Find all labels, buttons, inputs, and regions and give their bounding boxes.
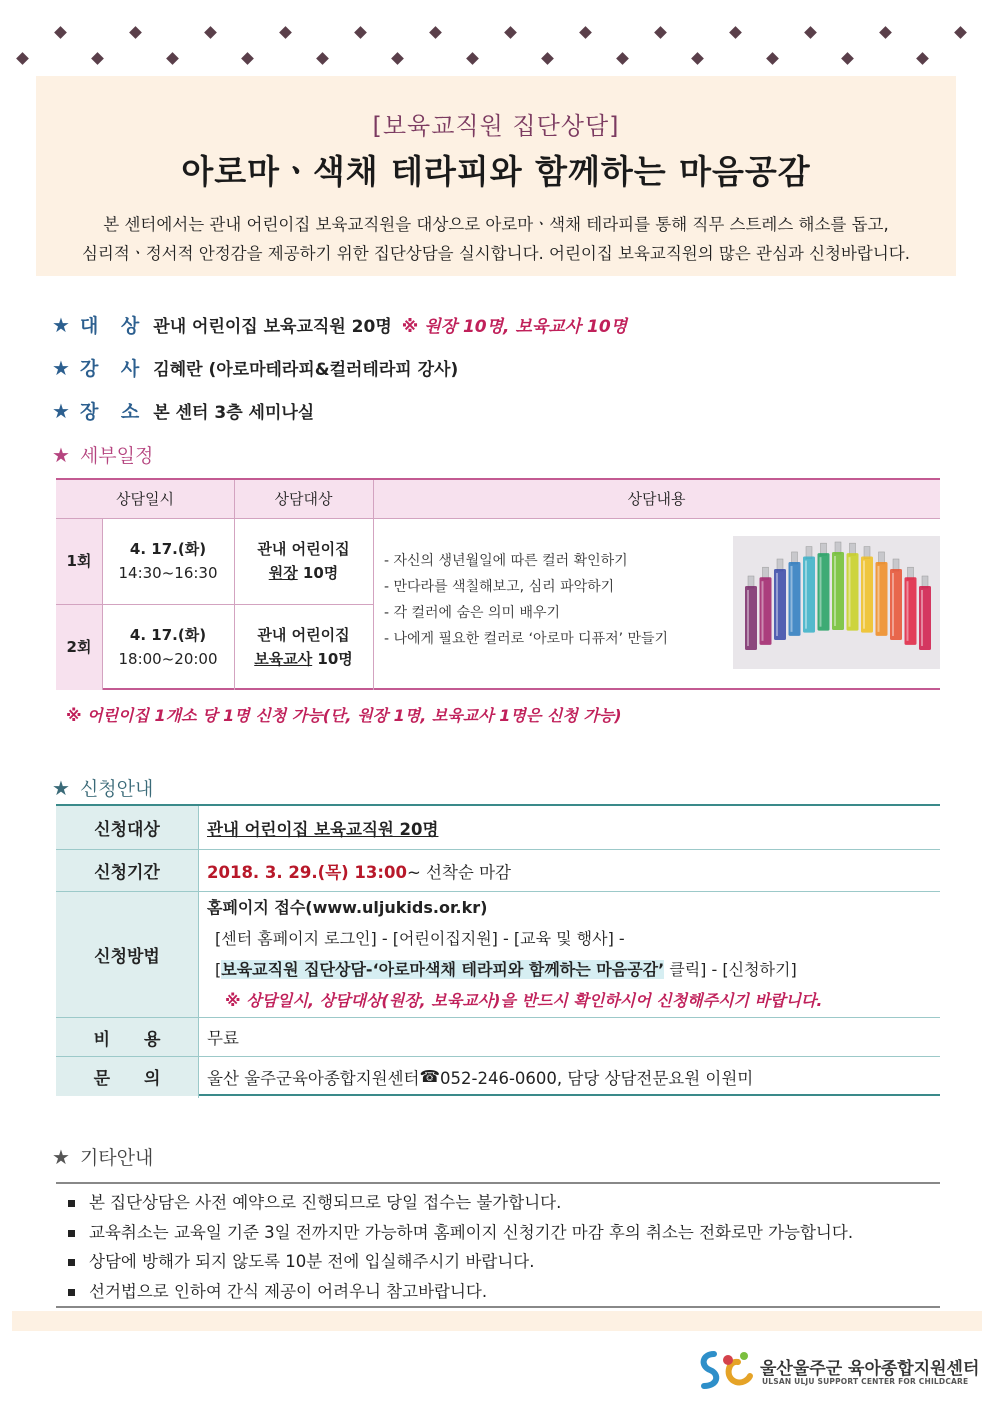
- diamond-dot-icon: [166, 52, 179, 65]
- square-bullet-icon: [68, 1230, 75, 1237]
- diamond-dot-icon: [91, 52, 104, 65]
- diamond-dot-icon: [954, 26, 967, 39]
- list-item: [68, 1218, 940, 1248]
- diamond-dot-icon: [316, 52, 329, 65]
- divider: [56, 518, 940, 519]
- aroma-bottles-image: [733, 536, 940, 669]
- star-icon: ★: [52, 442, 70, 467]
- header-content: 상담내용: [627, 490, 686, 508]
- contact-label: 문 의: [56, 1057, 198, 1096]
- diamond-dot-icon: [354, 26, 367, 39]
- diamond-dot-icon: [579, 26, 592, 39]
- star-icon: ★: [52, 1144, 70, 1169]
- diamond-dot-icon: [729, 26, 742, 39]
- cost-label: 비 용: [56, 1018, 198, 1056]
- diamond-dot-icon: [54, 26, 67, 39]
- method-highlight: 보육교직원 집단상담-‘아로마색채 테라피와 함께하는 마음공감’: [221, 960, 665, 979]
- apply-target-text: 관내 어린이집 보육교직원 20명: [207, 819, 439, 839]
- apply-method-value: [207, 892, 822, 1016]
- divider: [198, 806, 199, 1098]
- header-target: 상담대상: [274, 490, 333, 508]
- etc-title: 기타안내: [79, 1147, 154, 1169]
- schedule-content-list: [384, 548, 668, 652]
- target-value: 관내 어린이집 보육교직원 20명: [153, 317, 392, 337]
- star-icon: ★: [52, 312, 70, 337]
- etc-item-text: 본 집단상담은 사전 예약으로 진행되므로 당일 접수는 불가합니다.: [89, 1193, 562, 1212]
- info-instructor: [52, 354, 458, 381]
- cost-value: 무료: [207, 1029, 239, 1048]
- bottles-illustration: [733, 536, 940, 669]
- info-place: [52, 397, 314, 424]
- diamond-dot-icon: [541, 52, 554, 65]
- round-2-datetime: [102, 604, 234, 690]
- method-rest: 클릭] - [신청하기]: [664, 960, 797, 979]
- apply-period-rest: ~ 선착순 마감: [406, 862, 511, 882]
- round-1-target: [234, 518, 373, 604]
- diamond-dot-icon: [279, 26, 292, 39]
- target-note: ※ 원장 10명, 보육교사 10명: [401, 317, 628, 337]
- divider: [373, 480, 374, 690]
- info-target: [52, 311, 627, 338]
- list-item: [68, 1277, 940, 1307]
- intro-text: [36, 210, 956, 268]
- place-label: 장 소: [79, 401, 148, 423]
- etc-item-text: 교육취소는 교육일 기준 3일 전까지만 가능하며 홈페이지 신청기간 마감 후의 취소는 전화로만 가능합니다.: [89, 1222, 854, 1242]
- diamond-dot-icon: [616, 52, 629, 65]
- header-datetime: 상담일시: [116, 490, 174, 508]
- etc-list: [56, 1184, 940, 1306]
- diamond-dot-icon: [16, 52, 29, 65]
- square-bullet-icon: [68, 1200, 75, 1207]
- star-icon: ★: [52, 775, 70, 800]
- diamond-dot-icon: [466, 52, 479, 65]
- org-logo-icon: [694, 1348, 756, 1393]
- diamond-dot-icon: [654, 26, 667, 39]
- decorative-dot-border: [0, 22, 992, 68]
- list-item: [68, 1188, 940, 1218]
- round-1-datetime: [102, 518, 234, 604]
- contact-value: [199, 1057, 753, 1096]
- place-value: 본 센터 3층 세미나실: [153, 403, 315, 423]
- round-1-role: 원장: [268, 564, 298, 582]
- diamond-dot-icon: [766, 52, 779, 65]
- diamond-dot-icon: [429, 26, 442, 39]
- apply-title: 신청안내: [79, 778, 154, 800]
- list-item: [68, 1247, 940, 1277]
- round-1-time: 14:30~16:30: [118, 564, 218, 582]
- method-bracket: [: [215, 960, 222, 979]
- round-2-time: 18:00~20:00: [118, 650, 218, 668]
- etc-section-title: [52, 1143, 153, 1170]
- apply-table: [56, 804, 940, 1096]
- method-note: ※ 상담일시, 상담대상(원장, 보육교사)을 반드시 확인하시어 신청해주시기 바랍니다.: [225, 991, 823, 1010]
- apply-period-date: 2018. 3. 29.(목) 13:00: [207, 862, 407, 882]
- round-2: 2회: [56, 604, 102, 690]
- header-banner: [36, 76, 956, 276]
- content-item: - 각 컬러에 숨은 의미 배우기: [384, 605, 561, 621]
- diamond-dot-icon: [129, 26, 142, 39]
- target-label: 대 상: [79, 315, 148, 337]
- schedule-title: 세부일정: [79, 445, 154, 467]
- square-bullet-icon: [68, 1289, 75, 1296]
- org-name-kr: 울산울주군 육아종합지원센터: [760, 1359, 980, 1379]
- instructor-value: 김혜란 (아로마테라피&컬러테라피 강사): [153, 360, 459, 380]
- etc-item-text: 상담에 방해가 되지 않도록 10분 전에 입실해주시기 바랍니다.: [89, 1252, 535, 1271]
- round-1: 1회: [56, 518, 102, 604]
- content-item: - 나에게 필요한 컬러로 ‘아로마 디퓨저’ 만들기: [384, 631, 669, 647]
- diamond-dot-icon: [841, 52, 854, 65]
- content-item: - 자신의 생년월일에 따른 컬러 확인하기: [384, 553, 628, 569]
- round-2-date: 4. 17.(화): [129, 626, 207, 644]
- instructor-label: 강 사: [79, 358, 148, 380]
- org-name-en: ULSAN ULJU SUPPORT CENTER FOR CHILDCARE: [762, 1377, 969, 1386]
- method-line-1: 홈페이지 접수(www.uljukids.or.kr): [207, 898, 488, 917]
- schedule-note: ※ 어린이집 1개소 당 1명 신청 가능(단, 원장 1명, 보육교사 1명은 신청 가능): [66, 706, 622, 725]
- diamond-dot-icon: [241, 52, 254, 65]
- divider: [234, 480, 235, 690]
- intro-line-2: 심리적ㆍ정서적 안정감을 제공하기 위한 집단상담을 실시합니다. 어린이집 보육교직원의 많은 관심과 신청바랍니다.: [81, 244, 910, 263]
- diamond-dot-icon: [504, 26, 517, 39]
- divider: [56, 604, 373, 605]
- diamond-dot-icon: [691, 52, 704, 65]
- round-2-target: [234, 604, 373, 690]
- method-line-2: [센터 홈페이지 로그인] - [어린이집지원] - [교육 및 행사] -: [215, 929, 625, 948]
- round-2-count: 10명: [312, 650, 353, 668]
- diamond-dot-icon: [391, 52, 404, 65]
- footer-band: [12, 1311, 982, 1331]
- star-icon: ★: [52, 398, 70, 423]
- content-item: - 만다라를 색칠해보고, 심리 파악하기: [384, 579, 615, 595]
- diamond-dot-icon: [204, 26, 217, 39]
- diamond-dot-icon: [916, 52, 929, 65]
- apply-method-label: 신청방법: [56, 892, 198, 1017]
- phone-icon: ☎: [419, 1067, 441, 1086]
- apply-target-value: [199, 806, 438, 849]
- intro-line-1: 본 센터에서는 관내 어린이집 보육교직원을 대상으로 아로마ㆍ색채 테라피를 통해 직무 스트레스 해소를 돕고,: [103, 215, 889, 234]
- star-icon: ★: [52, 355, 70, 380]
- square-bullet-icon: [68, 1259, 75, 1266]
- round-1-date: 4. 17.(화): [129, 540, 207, 558]
- apply-period-value: [199, 850, 511, 891]
- etc-item-text: 선거법으로 인하여 간식 제공이 어려우니 참고바랍니다.: [89, 1281, 488, 1301]
- contact-org: 울산 울주군육아종합지원센터: [207, 1068, 420, 1088]
- round-1-target-line1: 관내 어린이집: [257, 540, 350, 558]
- diamond-dot-icon: [879, 26, 892, 39]
- round-2-role: 보육교사: [254, 650, 313, 668]
- page-subtitle: [보육교직원 집단상담]: [372, 112, 620, 140]
- org-logo: [694, 1348, 984, 1393]
- contact-phone: 052-246-0600, 담당 상담전문요원 이원미: [440, 1068, 754, 1088]
- apply-target-label: 신청대상: [56, 806, 198, 849]
- round-1-count: 10명: [297, 564, 339, 582]
- etc-box: [56, 1182, 940, 1308]
- page-title: 아로마ㆍ색채 테라피와 함께하는 마음공감: [181, 152, 811, 191]
- apply-period-label: 신청기간: [56, 850, 198, 891]
- apply-section-title: [52, 774, 153, 801]
- schedule-section-title: [52, 441, 153, 468]
- round-2-target-line1: 관내 어린이집: [257, 626, 350, 644]
- method-line-3: [207, 954, 822, 985]
- diamond-dot-icon: [804, 26, 817, 39]
